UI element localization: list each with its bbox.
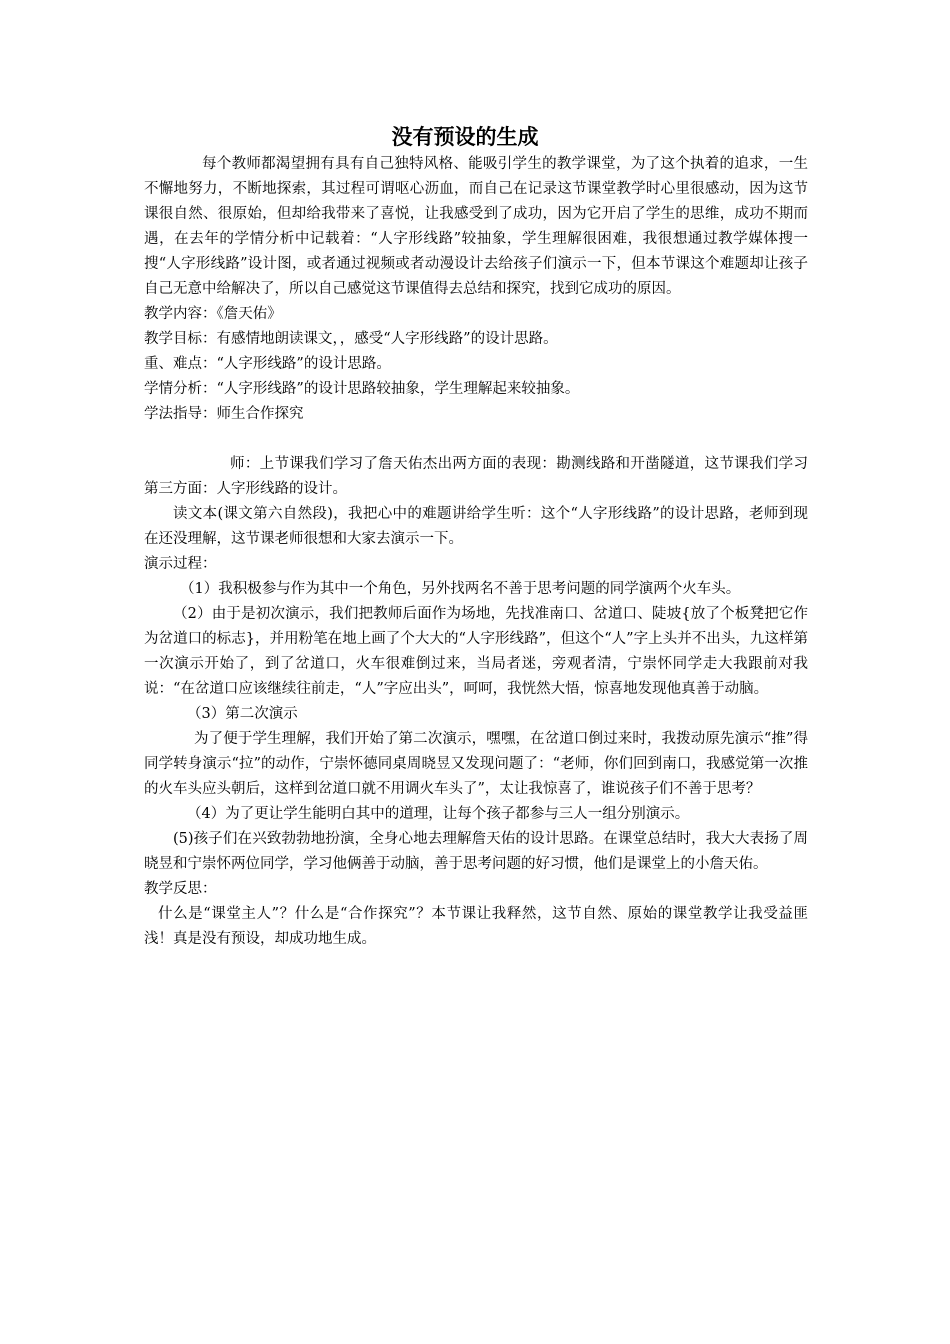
demo-step-3-heading: （3）第二次演示	[187, 706, 298, 722]
demo-step-1: （1）我积极参与作为其中一个角色，另外找两名不善于思考问题的同学演两个火车头。	[180, 581, 741, 597]
reflection-heading: 教学反思：	[144, 881, 217, 897]
learning-method-line: 学法指导：师生合作探究	[144, 406, 304, 422]
document-title: 没有预设的生成	[391, 125, 539, 149]
learning-analysis-line: 学情分析：“人字形线路”的设计思路较抽象，学生理解起来较抽象。	[144, 381, 580, 397]
teacher-paragraph: 师：上节课我们学习了詹天佑杰出两方面的表现：勘测线路和开凿隧道，这节课我们学习第三方面：人字形线路的设计。	[144, 456, 808, 497]
reading-paragraph: 读文本(课文第六自然段)，我把心中的难题讲给学生听：这个“人字形线路”的设计思路，老师到现在还没理解，这节课老师很想和大家去演示一下。	[144, 506, 808, 547]
demo-step-4: （4）为了更让学生能明白其中的道理，让每个孩子都参与三人一组分别演示。	[187, 806, 690, 822]
teaching-goal-line: 教学目标：有感情地朗读课文，，感受“人字形线路”的设计思路。	[144, 331, 558, 347]
demo-step-3: 为了便于学生理解，我们开始了第二次演示，嘿嘿，在岔道口倒过来时，我拨动原先演示“推”得同学转身演示“拉”的动作，宁崇怀德同桌周晓昱又发现问题了：“老师，你们回到南口，我感觉第一次推的火车头应头朝后，这样到岔道口就不用调火车头了”，太让我惊喜了，谁说孩子们不善于思考？	[144, 731, 808, 797]
document-body	[144, 152, 808, 952]
demo-heading: 演示过程：	[144, 556, 217, 572]
demo-step-5: (5)孩子们在兴致勃勃地扮演，全身心地去理解詹天佑的设计思路。在课堂总结时，我大大表扬了周晓昱和宁崇怀两位同学，学习他俩善于动脑，善于思考问题的好习惯，他们是课堂上的小詹天佑。	[144, 831, 808, 872]
reflection-paragraph: 什么是“课堂主人”？什么是“合作探究”？本节课让我释然，这节自然、原始的课堂教学让我受益匪浅！真是没有预设，却成功地生成。	[144, 906, 808, 947]
demo-step-2: （2）由于是初次演示，我们把教师后面作为场地，先找准南口、岔道口、陡坡{放了个板凳把它作为岔道口的标志}，并用粉笔在地上画了个大大的“人字形线路”，但这个“人”字上头并不出头，九这样第一次演示开始了，到了岔道口，火车很难倒过来，当局者迷，旁观者清，宁崇怀同学走大我跟前对我说：“在岔道口应该继续往前走，“人”字应出头”，呵呵，我恍然大悟，惊喜地发现他真善于动脑。	[144, 606, 808, 697]
teaching-content-line: 教学内容：《詹天佑》	[144, 306, 282, 322]
key-difficulty-line: 重、难点：“人字形线路”的设计思路。	[144, 356, 391, 372]
intro-paragraph: 每个教师都渴望拥有具有自己独特风格、能吸引学生的教学课堂，为了这个执着的追求，一生不懈地努力，不断地探索，其过程可谓呕心沥血，而自己在记录这节课堂教学时心里很感动，因为这节课很自然、很原始，但却给我带来了喜悦，让我感受到了成功，因为它开启了学生的思维，成功不期而遇，在去年的学情分析中记载着：“人字形线路”较抽象，学生理解很困难，我很想通过教学媒体搜一搜“人字形线路”设计图，或者通过视频或者动漫设计去给孩子们演示一下，但本节课这个难题却让孩子自己无意中给解决了，所以自己感觉这节课值得去总结和探究，找到它成功的原因。	[144, 156, 808, 297]
blank-line	[144, 427, 808, 452]
